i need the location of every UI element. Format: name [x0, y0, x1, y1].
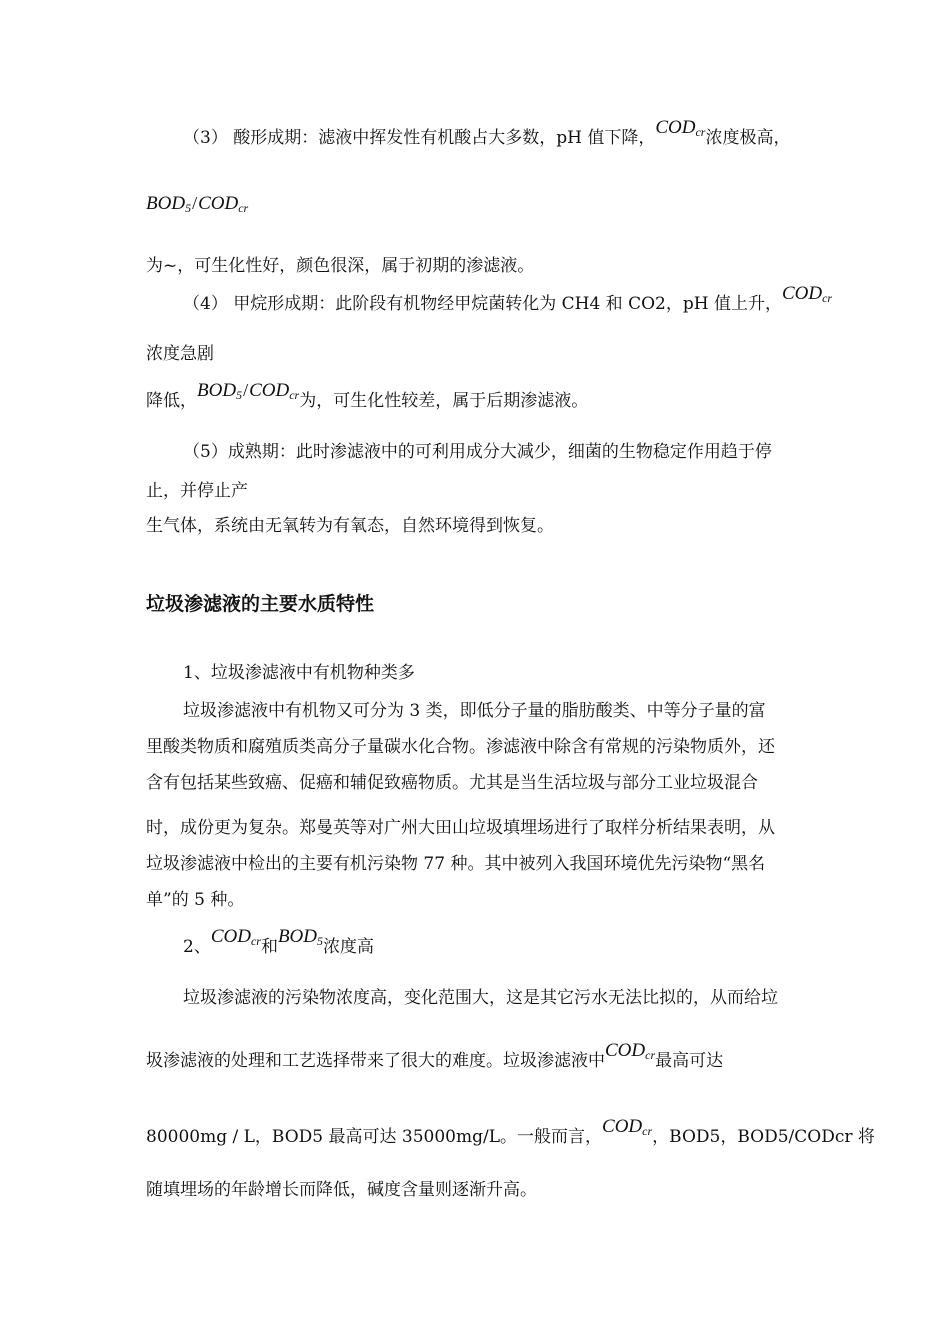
cod-cr-formula: $COD_{cr}$	[655, 117, 706, 139]
stage-4-cont2: 降低，$BOD_5/COD_{cr}$为，可生化性较差，属于后期渗滤液。	[146, 380, 589, 411]
subsection-1-title: 1、垃圾渗滤液中有机物种类多	[183, 663, 415, 683]
cod-cr-formula: $COD_{cr}$	[605, 1040, 656, 1062]
cod-cr-formula: $COD_{cr}$	[210, 926, 261, 948]
stage-4-cont: 浓度急剧	[146, 344, 214, 364]
stage-4-line: （4） 甲烷形成期：此阶段有机物经甲烷菌转化为 CH4 和 CO2，pH 值上升，$COD_{cr}$	[183, 283, 833, 314]
cod-cr-formula: $COD_{cr}$	[602, 1116, 653, 1138]
bod-cod-ratio-formula: $BOD_5/COD_{cr}$	[197, 380, 300, 402]
stage-3-text: （3） 酸形成期：滤液中挥发性有机酸占大多数，pH 值下降，	[183, 128, 656, 148]
paragraph-line: 垃圾渗滤液中有机物又可分为 3 类，即低分子量的脂肪酸类、中等分子量的富	[183, 701, 766, 721]
paragraph-line: 里酸类物质和腐殖质类高分子量碳水化合物。渗滤液中除含有常规的污染物质外，还	[146, 737, 775, 757]
paragraph-line: 随填埋场的年龄增长而降低，碱度含量则逐渐升高。	[146, 1180, 537, 1200]
section-heading: 垃圾渗滤液的主要水质特性	[146, 593, 375, 615]
paragraph-line: 时，成份更为复杂。郑曼英等对广州大田山垃圾填埋场进行了取样分析结果表明，从	[146, 818, 775, 838]
paragraph-line: 单”的 5 种。	[146, 890, 245, 910]
paragraph-line: 含有包括某些致癌、促癌和辅促致癌物质。尤其是当生活垃圾与部分工业垃圾混合	[146, 773, 758, 793]
cod-cr-formula: $COD_{cr}$	[781, 283, 833, 305]
stage-3-line: （3） 酸形成期：滤液中挥发性有机酸占大多数，pH 值下降，$COD_{cr}$浓度极高，	[183, 117, 791, 148]
subsection-2-title: 2、$COD_{cr}$和$BOD_5$浓度高	[183, 926, 375, 957]
bod5-formula: $BOD_5$	[277, 926, 324, 948]
stage-3-cont: 为~，可生化性好，颜色很深，属于初期的渗滤液。	[146, 256, 535, 276]
stage-5-cont: 止，并停止产	[146, 481, 248, 501]
stage-5-line: （5）成熟期：此时渗滤液中的可利用成分大减少，细菌的生物稳定作用趋于停	[183, 442, 772, 462]
paragraph-line: 80000mg / L，BOD5 最高可达 35000mg/L。一般而言，$COD_{cr}$，BOD5，BOD5/CODcr 将	[146, 1116, 875, 1147]
stage-5-cont2: 生气体，系统由无氧转为有氧态，自然环境得到恢复。	[146, 516, 554, 536]
paragraph-line: 圾渗滤液的处理和工艺选择带来了很大的难度。垃圾渗滤液中$COD_{cr}$最高可达	[146, 1040, 724, 1071]
paragraph-line: 垃圾渗滤液中检出的主要有机污染物 77 种。其中被列入我国环境优先污染物“黑名	[146, 854, 766, 874]
paragraph-line: 垃圾渗滤液的污染物浓度高，变化范围大，这是其它污水无法比拟的，从而给垃	[183, 988, 778, 1008]
bod-cod-ratio-formula: $BOD_5/COD_{cr}$	[146, 193, 249, 215]
